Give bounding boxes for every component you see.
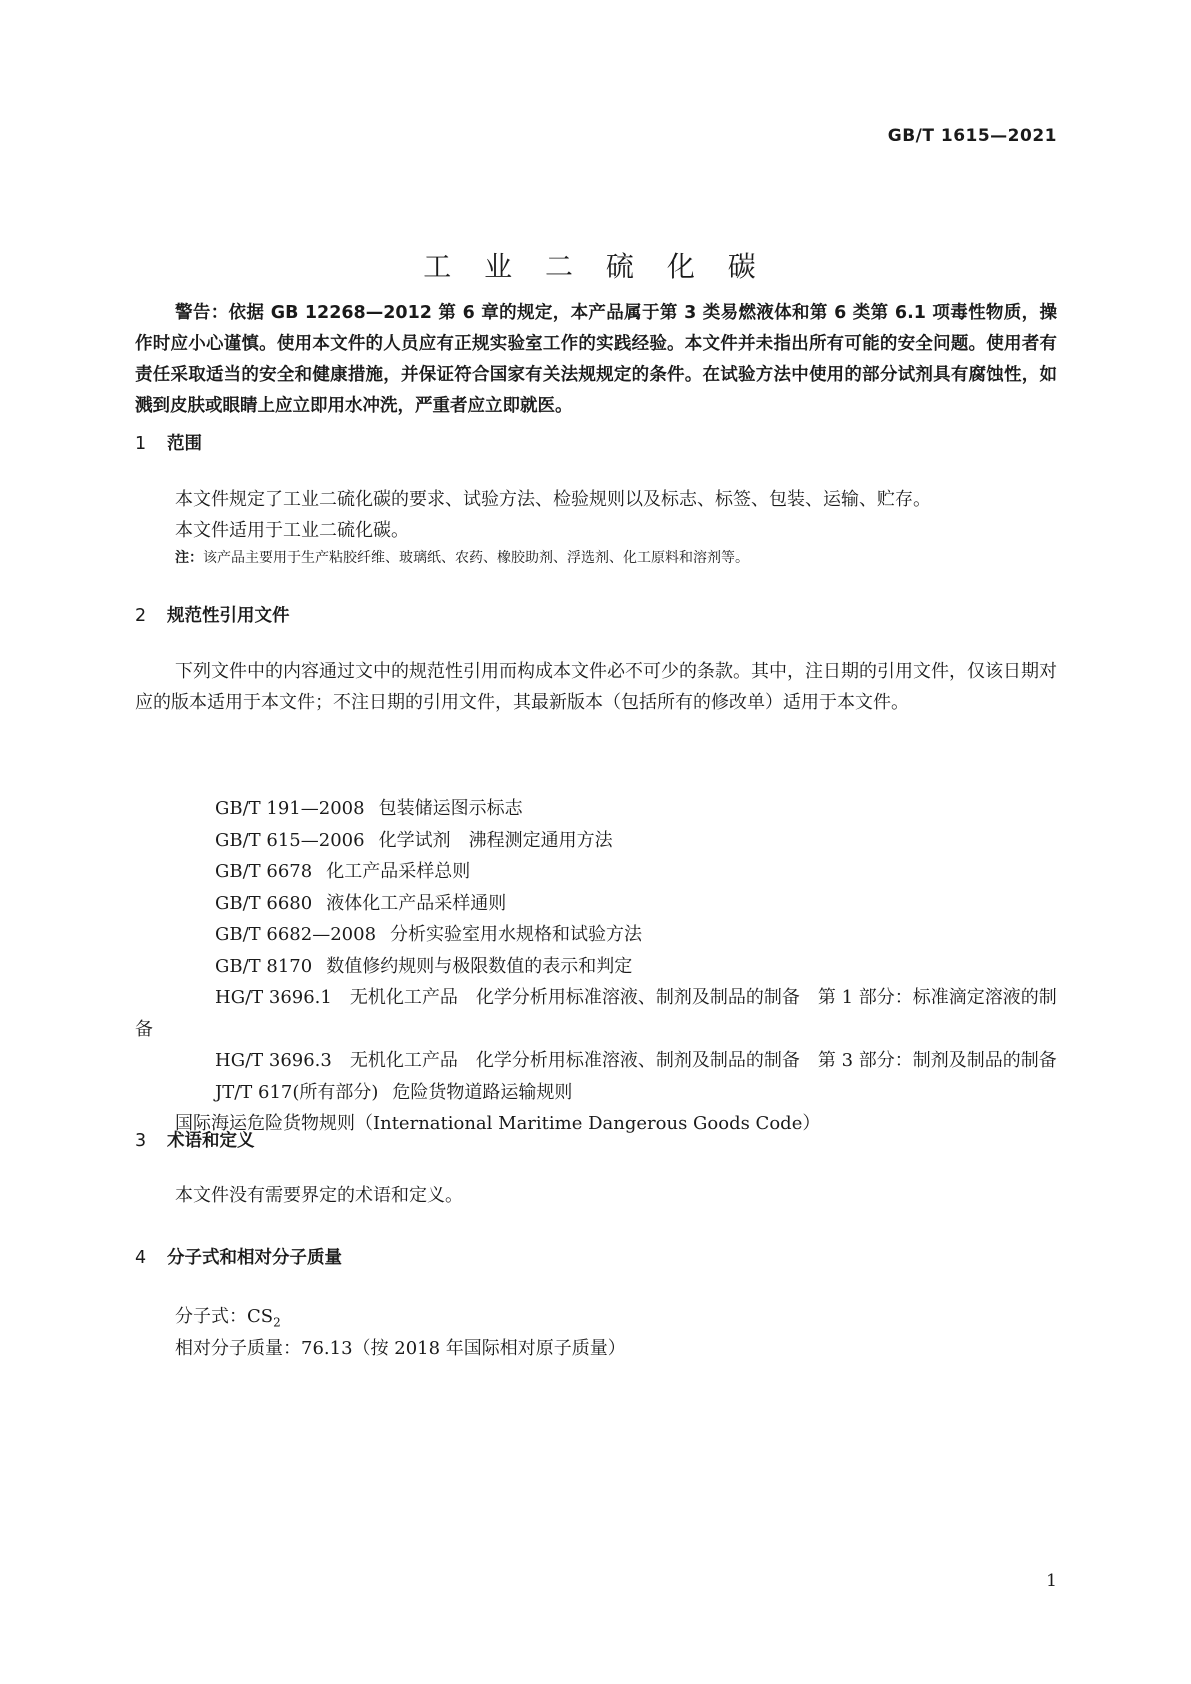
reference-code: GB/T 191—2008 (215, 798, 365, 819)
section-number: 3 (135, 1131, 147, 1151)
warning-paragraph: 警告：依据 GB 12268—2012 第 6 章的规定，本产品属于第 3 类易燃液体和第 6 类第 6.1 项毒性物质，操作时应小心谨慎。使用本文件的人员应有正规实验室工作的实践经验。本文件并未指出所有可能的安全问题。使用者有责任采取适当的安全和健康措施，并保证符合国家有关法规规定的条件。在试验方法中使用的部分试剂具有腐蚀性，如溅到皮肤或眼睛上应立即用水冲洗，严重者应立即就医。 (135, 303, 1057, 416)
reference-title: 无机化工产品 化学分析用标准溶液、制剂及制品的制备 第 1 部分：标准滴定溶液的制备 (135, 987, 1057, 1040)
reference-code: HG/T 3696.3 (215, 1050, 332, 1071)
reference-item (135, 982, 1057, 1045)
reference-title: 包装储运图示标志 (378, 798, 523, 819)
reference-item (135, 825, 1057, 857)
section-4-heading (135, 1244, 342, 1269)
reference-title: 无机化工产品 化学分析用标准溶液、制剂及制品的制备 第 3 部分：制剂及制品的制备 (349, 1050, 1057, 1071)
reference-code: HG/T 3696.1 (215, 987, 332, 1008)
standard-number: GB/T 1615—2021 (887, 126, 1057, 146)
reference-code: GB/T 6682—2008 (215, 924, 377, 945)
reference-item (135, 856, 1057, 888)
reference-code: JT/T 617(所有部分) (215, 1081, 379, 1103)
formula-subscript: 2 (273, 1315, 281, 1330)
section-number: 4 (135, 1248, 147, 1268)
document-title: 工 业 二 硫 化 碳 (423, 249, 768, 283)
reference-code: GB/T 6680 (215, 892, 313, 914)
reference-item (135, 1045, 1057, 1077)
section-title: 规范性引用文件 (167, 606, 290, 626)
section-title: 术语和定义 (167, 1131, 255, 1151)
reference-title: 化学试剂 沸程测定通用方法 (378, 829, 613, 851)
formula-label: 分子式： (175, 1306, 247, 1327)
scope-note (175, 547, 749, 567)
scope-paragraph-2: 本文件适用于工业二硫化碳。 (175, 520, 409, 541)
scope-paragraph-1: 本文件规定了工业二硫化碳的要求、试验方法、检验规则以及标志、标签、包装、运输、贮存。 (175, 489, 931, 510)
section-title: 范围 (167, 434, 202, 454)
reference-item (135, 793, 1057, 825)
reference-title: 液体化工产品采样通则 (326, 892, 507, 914)
reference-title: 化工产品采样总则 (326, 861, 471, 882)
reference-item (135, 1077, 1057, 1109)
section-3-heading (135, 1127, 255, 1152)
reference-code: GB/T 615—2006 (215, 829, 365, 851)
relative-molecular-mass: 相对分子质量：76.13（按 2018 年国际相对原子质量） (175, 1338, 626, 1359)
reference-item (135, 888, 1057, 920)
section-2-heading (135, 602, 290, 627)
page-number: 1 (1046, 1571, 1057, 1591)
section-title: 分子式和相对分子质量 (167, 1248, 342, 1268)
formula-base: CS (247, 1306, 274, 1327)
reference-title: 国际海运危险货物规则（International Maritime Dangerous Goods Code） (175, 1113, 821, 1134)
references-intro: 下列文件中的内容通过文中的规范性引用而构成本文件必不可少的条款。其中，注日期的引用文件，仅该日期对应的版本适用于本文件；不注日期的引用文件，其最新版本（包括所有的修改单）适用于本文件。 (135, 661, 1057, 713)
reference-title: 数值修约规则与极限数值的表示和判定 (326, 955, 633, 977)
reference-item (135, 951, 1057, 983)
terms-text: 本文件没有需要界定的术语和定义。 (175, 1185, 463, 1206)
note-text: 该产品主要用于生产粘胶纤维、玻璃纸、农药、橡胶助剂、浮选剂、化工原料和溶剂等。 (203, 550, 749, 566)
reference-title: 危险货物道路运输规则 (392, 1081, 573, 1103)
reference-code: GB/T 8170 (215, 955, 313, 977)
normative-references-list (135, 793, 1057, 1140)
reference-item (135, 1108, 1057, 1140)
section-number: 1 (135, 434, 147, 454)
reference-title: 分析实验室用水规格和试验方法 (390, 924, 643, 945)
reference-item (135, 919, 1057, 951)
section-number: 2 (135, 606, 147, 626)
reference-code: GB/T 6678 (215, 861, 313, 882)
note-label: 注： (175, 550, 203, 566)
molecular-formula (175, 1302, 281, 1330)
section-1-heading (135, 430, 202, 455)
